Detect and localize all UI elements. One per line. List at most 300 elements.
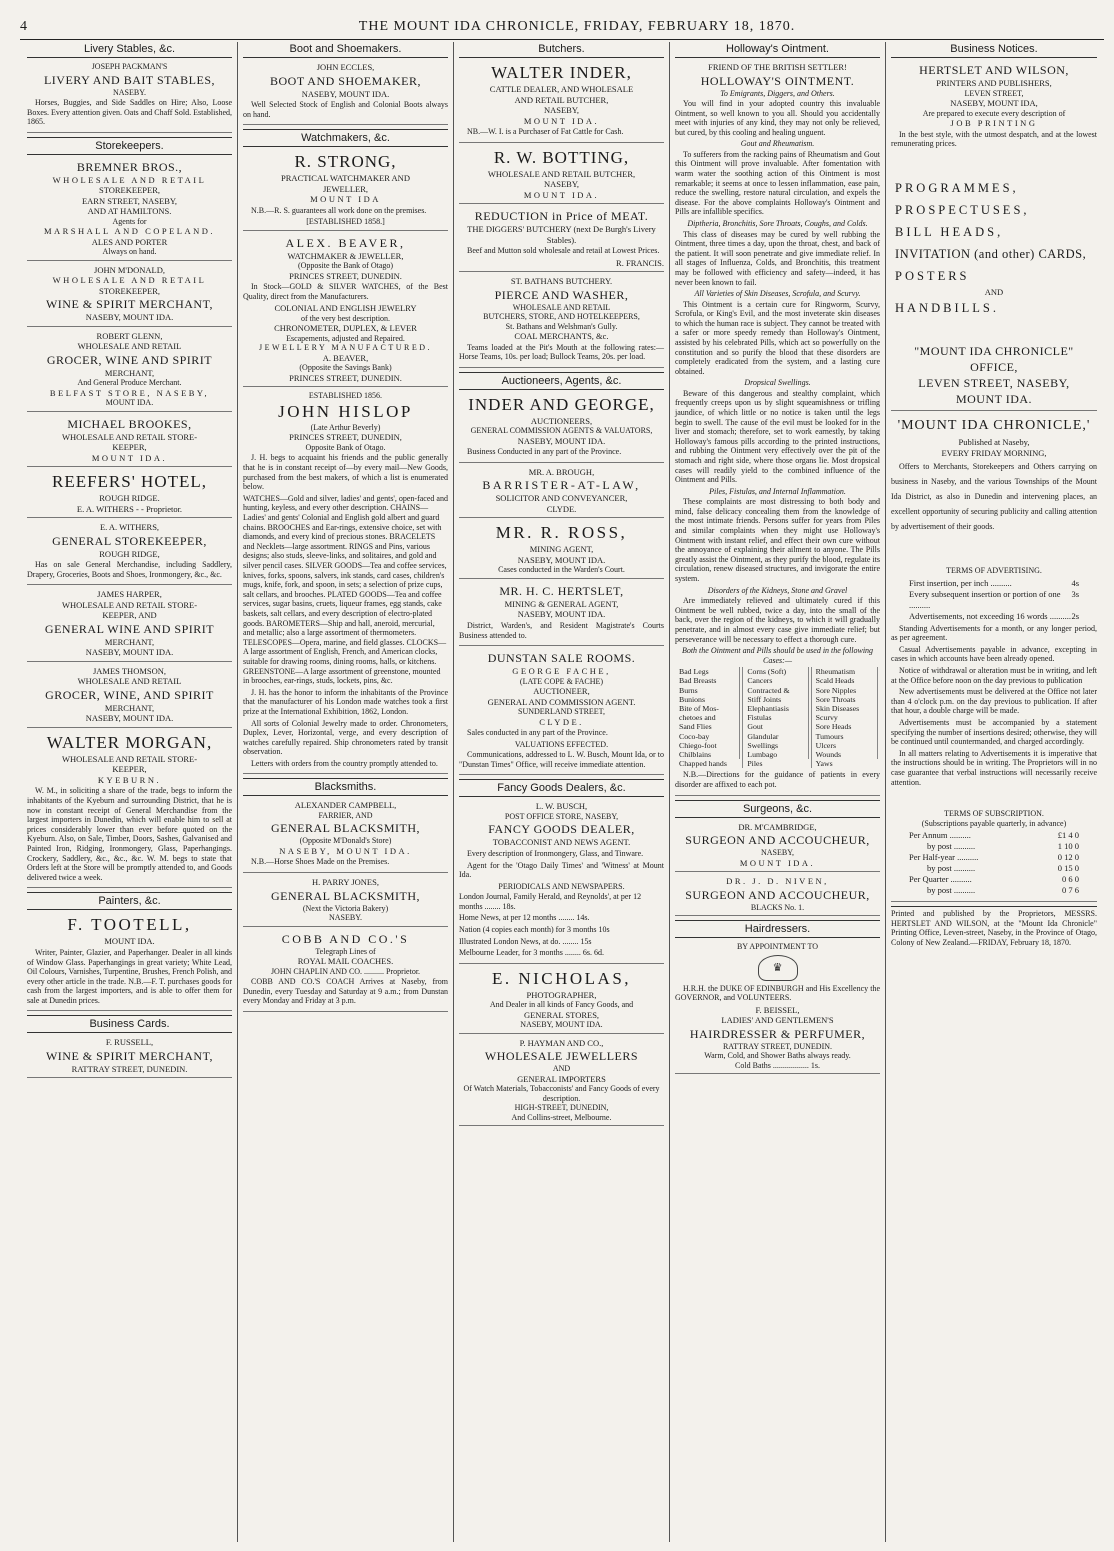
ad-line: KEEPER, AND: [102, 610, 157, 621]
ad-line: MERCHANT,: [104, 636, 155, 647]
ad-line: POST OFFICE STORE, NASEBY,: [504, 811, 619, 821]
ad-line: ROUGH RIDGE.: [99, 493, 160, 504]
rate-row: [909, 611, 1079, 622]
ad-line: of the very best description.: [300, 313, 391, 323]
rate-price: 0 15 0: [1057, 863, 1079, 874]
ad-line: R. W. BOTTING,: [493, 147, 630, 167]
ad-line: Cold Baths .................. 1s.: [735, 1060, 820, 1070]
ad-line: BARRISTER-AT-LAW,: [482, 478, 641, 493]
ailment: Lumbago: [745, 750, 808, 759]
section-boot-shoemakers: Boot and Shoemakers.: [243, 42, 448, 58]
ad-line: LEVEN STREET, NASEBY,: [918, 376, 1070, 391]
section-livery: Livery Stables, &c.: [27, 42, 232, 58]
subscription-rates: [909, 830, 1079, 896]
ad-line: REDUCTION in Price of MEAT.: [474, 209, 649, 224]
column-4: [670, 42, 886, 1542]
ad-mccambridge: [675, 822, 880, 873]
ad-line: MARSHALL AND COPELAND.: [43, 226, 216, 237]
ailment: Scald Heads: [814, 676, 878, 685]
ad-line: MOUNT IDA.: [739, 857, 816, 868]
ad-line: (Opposite the Bank of Otago): [297, 261, 394, 271]
rate-row: [909, 863, 1079, 874]
ad-line: AND AT HAMILTONS.: [87, 206, 172, 217]
ad-subhead: Both the Ointment and Pills should be used in the following Cases:—: [681, 646, 874, 665]
ad-line: WHOLESALE AND RETAIL: [512, 302, 611, 312]
ad-line: WHOLESALE JEWELLERS: [484, 1049, 639, 1064]
ad-line: NASEBY,: [761, 848, 794, 858]
rate-price: 3s: [1071, 588, 1079, 599]
rate-label: by post ..........: [927, 841, 976, 852]
ad-line: MR. H. C. HERTSLET,: [499, 583, 624, 598]
spacer: [891, 319, 1097, 343]
ad-subhead: To Emigrants, Diggers, and Others.: [720, 88, 835, 98]
ad-body: In the best style, with the utmost despatch, and at the lowest remunerating prices.: [891, 129, 1097, 149]
ailment: Fistulas: [745, 713, 808, 722]
ad-reefers-hotel: [27, 471, 232, 518]
spacer: [891, 151, 1097, 177]
print-item: AND: [984, 286, 1004, 297]
column-5: [886, 42, 1102, 1542]
ad-line: [ESTABLISHED 1858.]: [306, 217, 385, 227]
column-3: [454, 42, 670, 1542]
ad-subhead: Diptheria, Bronchitis, Sore Throats, Coughs, and Colds.: [687, 219, 868, 229]
ailments-column-2: [743, 667, 811, 768]
ad-tootell: [27, 914, 232, 1011]
ad-line: WHOLESALE AND RETAIL: [77, 676, 182, 687]
ad-body: Beef and Mutton sold wholesale and retail at Lowest Prices.: [467, 246, 660, 256]
ad-line: ALEXANDER CAMPBELL,: [294, 800, 397, 811]
ad-body: Offers to Merchants, Storekeepers and Others carrying on business in Naseby, and the various Townships of the Mount Ida District, as also in Dunedin and intervening places, an excellent opportunity of securing publicity and calling attention by advertisement of their goods.: [891, 462, 1097, 532]
ad-body: J. H. begs to acquaint his friends and the public generally that he is in constant receipt of—by every mail—New Goods, purchased from the best makers, of which a list is enumerated below.: [243, 453, 448, 492]
ad-line: "MOUNT IDA CHRONICLE": [914, 344, 1074, 359]
print-item: HANDBILLS.: [895, 301, 999, 316]
ad-line: Telegraph Lines of: [315, 946, 376, 956]
ad-packman: [27, 62, 232, 133]
ad-line: NASEBY.: [329, 913, 362, 923]
ad-body: Agent for the 'Otago Daily Times' and 'Witness' at Mount Ida.: [459, 860, 664, 880]
ad-line: SUNDERLAND STREET,: [518, 707, 605, 717]
ad-chronicle-subscription: [891, 415, 1097, 902]
ad-line: PERIODICALS AND NEWSPAPERS.: [498, 881, 625, 891]
ad-hayman: [459, 1038, 664, 1127]
ad-line: NASEBY, MOUNT IDA.: [517, 554, 606, 565]
ailment: Piles: [747, 759, 763, 769]
ad-line: KEEPER,: [112, 442, 147, 453]
ad-hertslet: [459, 583, 664, 646]
ad-body: N.B.—Directions for the guidance of patients in every disorder are affixed to each pot.: [675, 770, 880, 789]
rate-row: [909, 830, 1079, 841]
ad-body: Sales conducted in any part of the Province.: [467, 728, 608, 738]
ad-line: WHOLESALE AND RETAIL: [52, 174, 207, 185]
ad-line: JAMES THOMSON,: [92, 665, 167, 676]
ailment: chetoes and: [677, 713, 740, 722]
ad-subhead: Gout and Rheumatism.: [740, 139, 815, 149]
ad-line: PRINCES STREET, DUNEDIN,: [289, 432, 402, 443]
ad-line: AND RETAIL BUTCHER,: [514, 94, 609, 105]
ad-line: MOUNT IDA.: [104, 936, 155, 947]
ad-line: AUCTIONEERS,: [530, 415, 593, 426]
masthead: [20, 10, 1104, 40]
ad-brookes: [27, 416, 232, 468]
ad-body: Communications, addressed to L. W. Busch, Mount Ida, or to "Dunstan Times" Office, will receive immediate attention.: [459, 750, 664, 769]
ad-line: WINE & SPIRIT MERCHANT,: [45, 1048, 214, 1063]
ad-body: In all matters relating to Advertisements it is imperative that the instructions should be in writing. The Proprietors will in no case guarantee that verbal instructions will necessarily receive attention.: [891, 748, 1097, 787]
ad-line: HAIRDRESSER & PERFUMER,: [689, 1026, 866, 1041]
ad-body: W. M., in soliciting a share of the trade, begs to inform the inhabitants of the Kyeburn and surrounding District, that he is now in constant receipt of General Merchandise from the largest importers in Dunedin, which will enable him to sell at prices considerably lower than ever before quoted on the Kyeburn. Also, on Sale, Timber, Doors, Sashes, Galvanised and Painted Iron, Ridging, Ironmongery, Glass, Paperhangings. Crockery, Saddlery, &c., &c., &c. W. M. begs to state that Orders left at the Store will be promptly attended to, and Goods delivered twice a week.: [27, 786, 232, 882]
ad-body: Standing Advertisements for a month, or any longer period, as per agreement.: [891, 623, 1097, 643]
ad-ross: [459, 522, 664, 579]
ad-line: F. TOOTELL,: [67, 915, 192, 935]
ailment: Sore Nipples: [814, 686, 878, 695]
ad-line: (Opposite M'Donald's Store): [299, 836, 392, 846]
ad-nicholas: [459, 968, 664, 1034]
ad-line: 'MOUNT IDA CHRONICLE,': [897, 418, 1091, 434]
ad-dunstan-sale-rooms: [459, 650, 664, 775]
ailment: Coco-bay: [677, 732, 740, 741]
ad-line: WHOLESALE AND RETAIL STORE-: [61, 431, 198, 442]
ad-parry-jones: [243, 877, 448, 927]
ailment: Scurvy: [814, 713, 878, 722]
ad-line: A. BEAVER,: [322, 352, 369, 363]
column-1: [22, 42, 238, 1542]
rate-label: by post ..........: [927, 885, 976, 896]
ad-line: P. HAYMAN AND CO.,: [519, 1037, 604, 1048]
ad-line: BREMNER BROS.,: [76, 159, 183, 174]
terms-heading: TERMS OF SUBSCRIPTION.: [944, 809, 1044, 819]
ad-line: SOLICITOR AND CONVEYANCER,: [495, 493, 628, 504]
ad-line: MOUNT IDA.: [523, 115, 600, 126]
ailment: Bunions: [677, 695, 740, 704]
ad-subhead: All Varieties of Skin Diseases, Scrofula, and Scurvy.: [694, 289, 861, 299]
rate-row: [909, 578, 1079, 589]
ad-line: AUCTIONEER,: [533, 686, 590, 697]
ad-line: LIVERY AND BAIT STABLES,: [43, 72, 216, 87]
ad-line: BLACKS No. 1.: [750, 902, 805, 912]
ad-line: ESTABLISHED 1856.: [308, 391, 383, 401]
ad-line: PHOTOGRAPHER,: [526, 989, 597, 1000]
rate-row: [909, 852, 1079, 863]
ad-body: You will find in your adopted country this invaluable Ointment, so well known to you all. Should you accidentally meet with injuries of any kind, they may not only be relieved, but cured, by this cooling and healing unguent.: [675, 99, 880, 137]
ad-list-item: Home News, at per 12 months ........ 14s.: [459, 913, 590, 923]
ad-busch: [459, 801, 664, 963]
columns: [22, 42, 1102, 1542]
ad-line: JEWELLER,: [322, 183, 369, 194]
ailment: Contracted &: [745, 686, 808, 695]
section-butchers: Butchers.: [459, 42, 664, 58]
rate-row: [909, 589, 1079, 611]
ad-line: INDER AND GEORGE,: [468, 394, 655, 414]
ad-line: COBB AND CO.'S: [281, 931, 410, 946]
ad-body: Every description of Ironmongery, Glass, and Tinware.: [467, 848, 644, 858]
ad-list-item: Melbourne Leader, for 3 months ........ 6s. 6d.: [459, 948, 604, 958]
ad-line: ROBERT GLENN,: [96, 330, 163, 341]
rate-price: 0 12 0: [1057, 852, 1079, 863]
ad-subhead: Piles, Fistulas, and Internal Inflammation.: [709, 486, 846, 496]
ailment: Tumours: [814, 732, 878, 741]
ad-line: FARRIER, AND: [318, 810, 373, 820]
ad-line: ST. BATHANS BUTCHERY.: [510, 276, 613, 287]
ad-subhead: Dropsical Swellings.: [744, 378, 811, 388]
ailment: Rheumatism: [814, 667, 878, 676]
ad-line: LADIES' AND GENTLEMEN'S: [721, 1015, 834, 1026]
ad-line: GENERAL IMPORTERS: [517, 1073, 606, 1084]
ad-line: PRINTERS AND PUBLISHERS,: [936, 78, 1052, 88]
ad-line: DUNSTAN SALE ROOMS.: [487, 651, 636, 666]
ad-line: WHOLESALE AND RETAIL STORE-: [61, 599, 198, 610]
ailment: Bad Legs: [677, 667, 740, 676]
ailment: Sand Flies: [677, 722, 740, 731]
print-item: INVITATION (and other) CARDS,: [895, 246, 1087, 261]
ad-line: (Opposite the Savings Bank): [299, 363, 392, 373]
ad-line: NASEBY, MOUNT IDA.: [520, 1020, 603, 1030]
ad-body: Advertisements must be accompanied by a statement specifying the number of insertions desired; otherwise, they will be continued until countermanded, and charged accordingly.: [891, 718, 1097, 747]
section-business-cards: Business Cards.: [27, 1015, 232, 1033]
ad-glenn: [27, 331, 232, 412]
ad-line: WINE & SPIRIT MERCHANT,: [45, 297, 214, 312]
ad-line: Warm, Cold, and Shower Baths always ready.: [704, 1051, 851, 1061]
ad-line: MR. A. BROUGH,: [528, 466, 595, 477]
section-auctioneers: Auctioneers, Agents, &c.: [459, 372, 664, 390]
ad-line: L. W. BUSCH,: [535, 801, 588, 812]
ad-line: NASEBY, MOUNT IDA.: [517, 435, 606, 446]
ad-line: MICHAEL BROOKES,: [67, 416, 192, 431]
ad-morgan: [27, 732, 232, 888]
ad-body: N.B.—Horse Shoes Made on the Premises.: [251, 857, 390, 867]
ailment: Yaws: [815, 759, 833, 769]
ad-line: GENERAL WINE AND SPIRIT: [44, 621, 215, 636]
section-business-notices: Business Notices.: [891, 42, 1097, 58]
ailments-column-3: [812, 667, 880, 768]
section-storekeepers: Storekeepers.: [27, 137, 232, 155]
rate-price: 4s: [1071, 577, 1079, 588]
ailment: Gout: [745, 722, 808, 731]
ad-line: NASEBY, MOUNT IDA.: [85, 647, 174, 658]
ad-diggers-butchery: [459, 208, 664, 272]
section-hairdressers: Hairdressers.: [675, 920, 880, 938]
ad-cobb-co: [243, 931, 448, 1012]
rate-label: Every subsequent insertion or portion of one ..........: [909, 588, 1061, 610]
ad-line: E. NICHOLAS,: [491, 968, 632, 988]
ad-line: COLONIAL AND ENGLISH JEWELRY: [274, 303, 417, 314]
ailment: Bad Breasts: [677, 676, 740, 685]
ad-hertslet-wilson: [891, 62, 1097, 411]
ad-line: JOHN CHAPLIN AND CO. .......... Proprietor.: [270, 966, 421, 976]
ad-line: JOHN ECCLES,: [316, 62, 375, 72]
ad-line: STOREKEEPER,: [98, 185, 160, 196]
ad-line: JOSEPH PACKMAN'S: [91, 62, 168, 71]
ad-brough: [459, 467, 664, 519]
ad-line: EARN STREET, NASEBY,: [81, 195, 178, 206]
ad-line: E. A. WITHERS - - Proprietor.: [76, 503, 183, 514]
ailment: Cancers: [745, 676, 808, 685]
ad-list-item: London Journal, Family Herald, and Reynolds', at per 12 months ........ 18s.: [459, 892, 642, 911]
ailments-table: [675, 667, 880, 768]
ad-body: NB.—W. I. is a Purchaser of Fat Cattle for Cash.: [467, 127, 624, 136]
ad-line: (Subscriptions payable quarterly, in advance): [921, 818, 1067, 828]
ad-line: VALUATIONS EFFECTED.: [514, 739, 609, 749]
ad-line: RATTRAY STREET, DUNEDIN.: [722, 1041, 833, 1051]
ad-body: Business Conducted in any part of the Province.: [467, 447, 622, 457]
ad-line: PRACTICAL WATCHMAKER AND: [281, 173, 410, 184]
ad-line: ALEX. BEAVER,: [285, 235, 406, 250]
rate-label: First insertion, per inch ..........: [909, 577, 1012, 588]
ad-line: R. STRONG,: [294, 152, 397, 172]
ad-line: GENERAL BLACKSMITH,: [270, 888, 421, 903]
ad-line: HOLLOWAY'S OINTMENT.: [700, 73, 855, 88]
ad-line: GEORGE FACHE,: [512, 666, 611, 677]
ad-line: And General Produce Merchant.: [77, 378, 182, 388]
ad-line: THE DIGGERS' BUTCHERY (next De Burgh's Livery Stables).: [467, 224, 656, 245]
ailment: Sore Throats: [814, 695, 878, 704]
ad-line: AND: [552, 1064, 571, 1074]
ailment: Skin Diseases: [814, 704, 878, 713]
ad-body: Has on sale General Merchandise, including Saddlery, Drapery, Groceries, Boots and Shoes, Ironmongery, &c., &c.: [27, 560, 232, 579]
rate-label: Per Annum ..........: [909, 830, 971, 841]
rate-price: £1 4 0: [1057, 830, 1079, 841]
ad-signature: R. FRANCIS.: [616, 257, 664, 268]
ad-line: WATCHMAKER & JEWELLER,: [287, 250, 404, 261]
ad-line: MOUNT IDA.: [105, 398, 154, 408]
ad-line: GROCER, WINE, AND SPIRIT: [45, 687, 214, 702]
ad-body: J. H. has the honor to inform the inhabitants of the Province that the manufacturer of his London made watches took a first prize at the International Exhibition, 1862, London.: [243, 687, 448, 716]
ad-line: NASEBY, MOUNT IDA.: [85, 713, 174, 724]
ad-body: N.B.—R. S. guarantees all work done on the premises.: [251, 205, 427, 215]
rate-label: Per Half-year ..........: [909, 852, 979, 863]
ailment: Corns (Soft): [745, 667, 808, 676]
ailment: Swellings: [745, 741, 808, 750]
ad-line: MOUNT IDA.: [523, 189, 600, 200]
ad-body: Are immediately relieved and ultimately cured if this Ointment be well rubbed, twice a day, into the small of the back, over the region of the kidneys, to which it will gradually penetrate, and in almost every case give immediate relief; but perseverance will be necessary to effect a thorough cure.: [675, 596, 880, 644]
rate-price: 1 10 0: [1057, 841, 1079, 852]
ad-line: GENERAL BLACKSMITH,: [270, 821, 421, 836]
ailment: Glandular: [745, 732, 808, 741]
section-watchmakers: Watchmakers, &c.: [243, 129, 448, 147]
ad-line: (Late Arthur Beverly): [310, 422, 381, 432]
rate-price: 0 6 0: [1062, 874, 1079, 885]
ad-line: E. A. WITHERS,: [99, 522, 160, 533]
ad-line: BELFAST STORE, NASEBY,: [49, 387, 210, 398]
ad-body: In Stock—GOLD & SILVER WATCHES, of the Best Quality, direct from the Manufacturers.: [243, 282, 448, 301]
spacer: [891, 536, 1097, 566]
ad-line: JEWELLERY MANUFACTURED.: [258, 343, 433, 353]
page-number: 4: [20, 19, 27, 34]
ad-line: WALTER MORGAN,: [46, 732, 213, 752]
ad-line: H. PARRY JONES,: [312, 877, 379, 888]
ad-line: Of Watch Materials, Tobacconists' and Fancy Goods of every description.: [463, 1084, 660, 1103]
ad-line: MR. R. ROSS,: [495, 523, 628, 543]
ad-line: NASEBY, MOUNT IDA.: [517, 609, 606, 620]
ad-body: District, Warden's, and Resident Magistrate's Courts Business attended to.: [459, 620, 664, 640]
ad-line: WHOLESALE AND RETAIL BUTCHER,: [487, 168, 636, 179]
ad-body: Teams loaded at the Pit's Mouth at the following rates:—Horse Teams, 10s. per load; Bullock Teams, 20s. per load.: [459, 342, 664, 362]
ad-line: KYEBURN.: [97, 774, 162, 785]
ad-line: ROUGH RIDGE,: [99, 548, 160, 559]
ailment: Chilblains: [677, 750, 740, 759]
ad-list-item: Illustrated London News, at do. ........ 15s: [459, 936, 592, 946]
ad-inder: [459, 62, 664, 143]
ad-line: WHOLESALE AND RETAIL STORE-: [61, 753, 198, 764]
ad-line: Agents for: [112, 216, 147, 226]
ad-line: TOBACCONIST AND NEWS AGENT.: [492, 837, 631, 848]
ad-line: Always on hand.: [102, 247, 157, 257]
rate-price: 2s: [1071, 610, 1079, 621]
ailment: Bite of Mos-: [677, 704, 740, 713]
rate-label: Per Quarter ..........: [909, 874, 972, 885]
ad-line: (LATE COPE & FACHE): [519, 676, 604, 686]
ad-body: This class of diseases may be cured by well rubbing the Ointment, three times a day, upon the throat, chest, and back of the patient. It will soon penetrate and give immediate relief. In all stages of Influenza, Colds, and Bronchitis, this treatment may be followed with efficiency and safety—indeed, it has never been known to fail.: [675, 229, 880, 287]
ailment: Elephantiasis: [745, 704, 808, 713]
ad-body: Casual Advertisements payable in advance, excepting in cases in which accounts have been already opened.: [891, 644, 1097, 664]
ad-body: Notice of withdrawal or alteration must be in writing, and left at the Office before noon on the day previous to publication: [891, 666, 1097, 685]
ad-line: ROYAL MAIL COACHES.: [297, 956, 394, 967]
ad-body: New advertisements must be delivered at the Office not later than 4 o'clock p.m. on the day previous to publication. If after that hour, a double charge will be made.: [891, 687, 1097, 716]
ad-line: WALTER INDER,: [491, 63, 632, 82]
ad-mdonald: [27, 265, 232, 327]
ailment: Stiff Joints: [745, 695, 808, 704]
ad-body: To sufferers from the racking pains of Rheumatism and Gout this Ointment will prove invaluable. After fomentation with warm water the soothing action of this Ointment is most remarkable; it seems at once to lessen inflammation, ease pain, reduce the swelling, restore natural circulation, and expels the disease. For the above complaints Holloway's Ointment and Pills are infallible specifics.: [675, 149, 880, 217]
ad-line: KEEPER,: [112, 764, 147, 775]
ad-line: COAL MERCHANTS, &c.: [514, 331, 609, 342]
ad-line: MINING AGENT,: [529, 544, 594, 555]
ad-botting: [459, 147, 664, 205]
ad-line: GROCER, WINE AND SPIRIT: [46, 352, 213, 367]
ad-line: GENERAL STOREKEEPER,: [52, 533, 207, 548]
ad-list-item: Nation (4 copies each month) for 3 months 10s: [459, 925, 610, 934]
newspaper-title: THE MOUNT IDA CHRONICLE, FRIDAY, FEBRUARY 18, 1870.: [358, 19, 796, 34]
royal-crest-icon: ♛: [758, 955, 798, 981]
ad-line: ALES AND PORTER: [91, 236, 168, 247]
ad-line: HERTSLET AND WILSON,: [919, 63, 1069, 77]
spacer: [891, 789, 1097, 809]
ad-line: BY APPOINTMENT TO: [736, 942, 819, 952]
ad-line: DR. J. D. NIVEN,: [726, 876, 829, 887]
ad-body: WATCHES—Gold and silver, ladies' and gents', open-faced and hunting, keyless, and every other description. CHAINS—Ladies' and gents' Colonial and English gold albert and guard chains. BROOCHES and Ear-rings, extensive choice, set with diamonds, and every kind of precious stones. BRACELETS and Necklets—large assortment. RINGS and Pins, various designs; also studs, sleeve-links, and solitaires, and gold and silver pencil cases. SILVER GOODS—Tea and coffee services, knives, forks, spoons, salvers, ink stands, card cases, children's mugs, knife, fork, and spoon, in sets; a selection of prize cups, salt cellars, and brooches. PLATED GOODS—Tea and coffee services, sugar basins, cruets, liqueur frames, egg stands, cake baskets, salt cellars, and every description of electro-plated goods. BAROMETERS—Ship and hall, aneroid, mercurial, and metallic; also a large assortment of thermometers. TELESCOPES—Opera, marine, and field glasses. CLOCKS—A large assortment of English, French, and American clocks, suitable for drawing rooms, dining rooms, halls, or kitchens. GREENSTONE—A large assortment of greenstone, mounted in brooches, ear-rings, studs, lockets, pins, &c.: [243, 493, 448, 686]
ad-line: BOOT AND SHOEMAKER,: [270, 73, 421, 88]
ad-line: WHOLESALE AND RETAIL: [52, 275, 207, 286]
ad-line: GENERAL COMMISSION AGENTS & VALUATORS,: [470, 426, 653, 436]
ad-harper: [27, 589, 232, 662]
ad-holloways-ointment: [675, 62, 880, 796]
ad-line: NASEBY,: [543, 179, 580, 190]
ad-line: MOUNT IDA.: [91, 452, 168, 463]
rate-label: by post ..........: [927, 863, 976, 874]
ad-body: These complaints are most distressing to both body and mind, false delicacy concealing them from the knowledge of the most intimate friends. Persons suffer for years from Piles and similar complaints when they might use Holloway's Ointment with instant relief, and effect their own cure without the annoyance of explaining their ailment to anyone. The Pills greatly assist the Ointment, as they purify the blood, regulate its circulation, renew diseased structures, and invigorate the entire system.: [675, 497, 880, 584]
rate-label: Advertisements, not exceeding 16 words ..........: [909, 610, 1071, 621]
ad-line: Published at Naseby,: [958, 437, 1030, 448]
ad-line: St. Bathans and Welshman's Gully.: [505, 321, 618, 331]
rate-price: 0 7 6: [1062, 885, 1079, 896]
ad-line: FANCY GOODS DEALER,: [488, 822, 635, 837]
ad-hislop: [243, 391, 448, 774]
ad-bremner: [27, 159, 232, 261]
ad-line: MINING & GENERAL AGENT,: [504, 598, 619, 609]
ad-line: BUTCHERS, STORE, AND HOTELKEEPERS,: [483, 312, 640, 322]
ad-line: NASEBY.: [113, 87, 146, 97]
ad-line: (Next the Victoria Bakery): [302, 903, 389, 913]
terms-heading: TERMS OF ADVERTISING.: [946, 566, 1042, 576]
ad-line: RATTRAY STREET, DUNEDIN.: [71, 1063, 188, 1074]
ailment: Sore Heads: [814, 722, 878, 731]
ad-line: OFFICE,: [970, 360, 1018, 375]
ad-line: FRIEND OF THE BRITISH SETTLER!: [708, 62, 847, 72]
ad-line: NASEBY,: [543, 105, 580, 115]
ad-line: JOB PRINTING: [950, 118, 1038, 128]
ad-strong: [243, 151, 448, 231]
ad-line: MOUNT IDA.: [955, 392, 1033, 407]
column-2: [238, 42, 454, 1542]
ailments-column-1: [675, 667, 743, 768]
ad-line: NASEBY, MOUNT IDA,: [950, 98, 1038, 108]
